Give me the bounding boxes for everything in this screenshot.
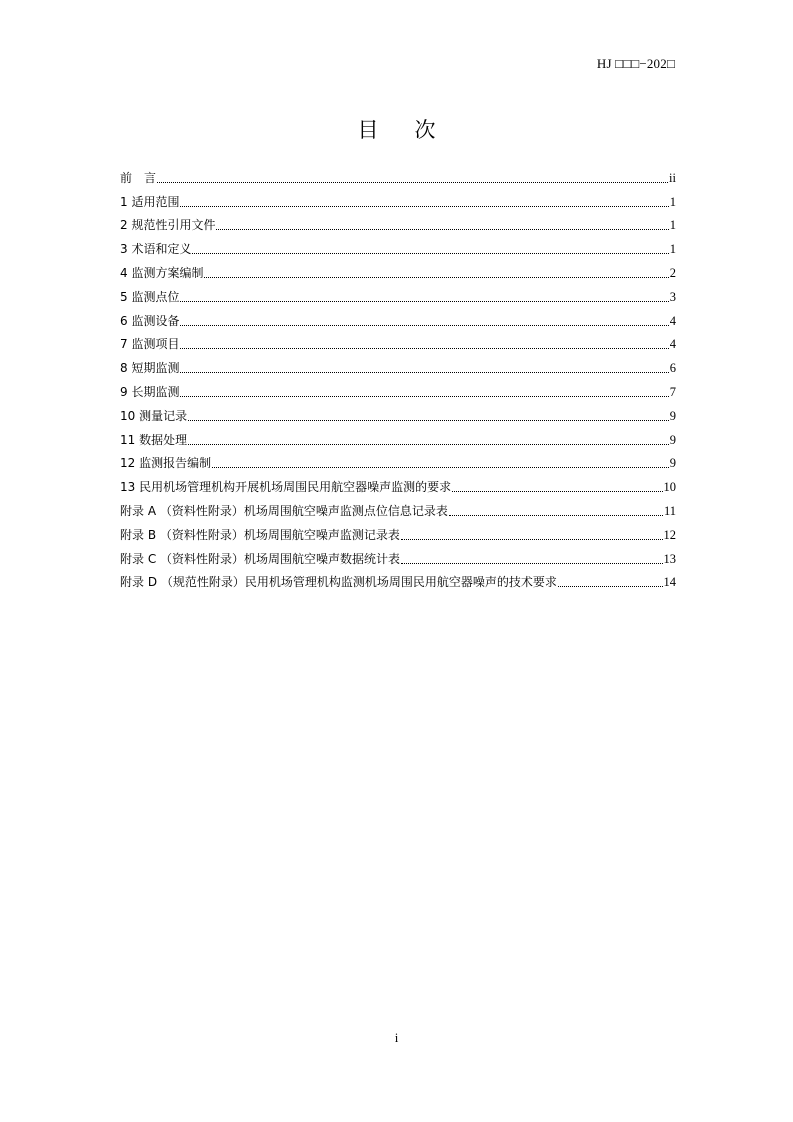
toc-entry-page: 3 <box>669 289 676 304</box>
toc-entry[interactable] <box>120 233 676 257</box>
toc-dot-leader <box>180 301 668 302</box>
toc-entry-page: 10 <box>663 480 676 495</box>
toc-entry-page: 4 <box>669 313 676 328</box>
toc-entry[interactable] <box>120 495 676 519</box>
toc-dot-leader <box>401 563 662 564</box>
toc-entry[interactable] <box>120 567 676 591</box>
toc-entry-title: 10 测量记录 <box>120 408 188 423</box>
toc-entry[interactable] <box>120 352 676 376</box>
toc-dot-leader <box>204 277 668 278</box>
toc-dot-leader <box>558 586 663 587</box>
toc-entry-title: 1 适用范围 <box>120 194 180 209</box>
toc-dot-leader <box>188 444 669 445</box>
toc-dot-leader <box>401 539 663 540</box>
toc-entry-page: 2 <box>669 265 676 280</box>
toc-entry-title: 12 监测报告编制 <box>120 456 212 471</box>
toc-entry[interactable] <box>120 257 676 281</box>
table-of-contents <box>120 162 676 590</box>
toc-entry-title: 前 言 <box>120 170 157 185</box>
toc-entry[interactable] <box>120 376 676 400</box>
toc-dot-leader <box>180 372 668 373</box>
toc-dot-leader <box>188 420 669 421</box>
toc-dot-leader <box>449 515 663 516</box>
toc-entry-title: 附录 B （资料性附录）机场周围航空噪声监测记录表 <box>120 527 400 542</box>
toc-dot-leader <box>192 253 668 254</box>
toc-entry-page: 9 <box>669 432 676 447</box>
toc-entry-title: 9 长期监测 <box>120 384 180 399</box>
toc-entry[interactable] <box>120 471 676 495</box>
toc-entry-title: 附录 A （资料性附录）机场周围航空噪声监测点位信息记录表 <box>120 503 448 518</box>
toc-dot-leader <box>180 325 668 326</box>
toc-entry[interactable] <box>120 162 676 186</box>
toc-entry[interactable] <box>120 543 676 567</box>
toc-entry-page: 7 <box>669 384 676 399</box>
toc-entry-title: 5 监测点位 <box>120 289 180 304</box>
toc-entry-title: 6 监测设备 <box>120 313 180 328</box>
toc-entry-page: 9 <box>669 456 676 471</box>
toc-entry-page: 12 <box>663 527 676 542</box>
toc-entry[interactable] <box>120 186 676 210</box>
toc-entry[interactable] <box>120 305 676 329</box>
document-number: HJ □□□−202□ <box>596 56 675 71</box>
toc-entry-title: 7 监测项目 <box>120 337 180 352</box>
toc-entry[interactable] <box>120 210 676 234</box>
toc-entry-page: 6 <box>669 361 676 376</box>
toc-entry-page: 4 <box>669 337 676 352</box>
toc-entry-page: 1 <box>669 242 676 257</box>
toc-entry-page: 14 <box>663 575 676 590</box>
toc-entry[interactable] <box>120 424 676 448</box>
toc-entry[interactable] <box>120 448 676 472</box>
toc-dot-leader <box>452 491 662 492</box>
toc-entry-page: ii <box>669 170 676 185</box>
toc-entry-title: 附录 D （规范性附录）民用机场管理机构监测机场周围民用航空器噪声的技术要求 <box>120 575 557 590</box>
toc-entry[interactable] <box>120 519 676 543</box>
toc-entry[interactable] <box>120 329 676 353</box>
toc-entry-title: 2 规范性引用文件 <box>120 218 216 233</box>
toc-entry-page: 9 <box>669 408 676 423</box>
page-title: 目次 <box>357 118 472 142</box>
toc-entry[interactable] <box>120 400 676 424</box>
toc-entry-page: 1 <box>669 194 676 209</box>
toc-entry-page: 11 <box>663 503 676 518</box>
toc-entry-title: 11 数据处理 <box>120 432 188 447</box>
toc-entry-title: 8 短期监测 <box>120 361 180 376</box>
toc-dot-leader <box>180 396 668 397</box>
toc-entry-title: 附录 C （资料性附录）机场周围航空噪声数据统计表 <box>120 551 401 566</box>
toc-dot-leader <box>157 182 668 183</box>
toc-entry-title: 3 术语和定义 <box>120 242 192 257</box>
toc-dot-leader <box>180 348 668 349</box>
toc-dot-leader <box>212 467 669 468</box>
toc-entry-title: 13 民用机场管理机构开展机场周围民用航空器噪声监测的要求 <box>120 480 452 495</box>
toc-dot-leader <box>180 206 668 207</box>
toc-entry-page: 1 <box>669 218 676 233</box>
toc-entry-title: 4 监测方案编制 <box>120 265 204 280</box>
toc-dot-leader <box>216 229 668 230</box>
page-number: i <box>394 1030 399 1045</box>
toc-entry[interactable] <box>120 281 676 305</box>
toc-entry-page: 13 <box>663 551 676 566</box>
